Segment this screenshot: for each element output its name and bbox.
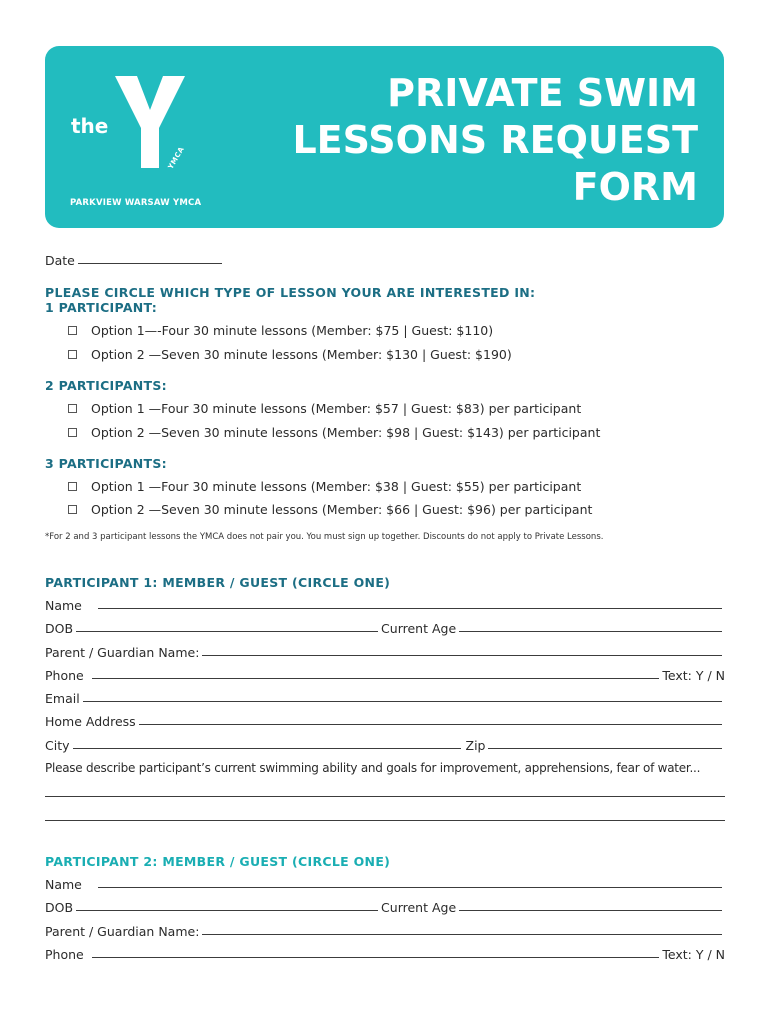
guardian-field[interactable] (202, 923, 722, 935)
group-heading-2: 2 PARTICIPANTS: (45, 378, 167, 393)
date-row (45, 253, 225, 268)
name-label: Name (45, 598, 82, 613)
guardian-row (45, 924, 725, 939)
form-title (292, 70, 698, 211)
zip-field[interactable] (488, 737, 722, 749)
participant-2-heading: PARTICIPANT 2: MEMBER / GUEST (CIRCLE ONE) (45, 854, 391, 869)
dob-field[interactable] (76, 899, 378, 911)
option-checkbox-row[interactable] (68, 425, 600, 440)
option-checkbox-row[interactable] (68, 347, 512, 362)
email-label: Email (45, 691, 80, 706)
option-checkbox-row[interactable] (68, 479, 581, 494)
current-age-label: Current Age (381, 621, 457, 636)
describe-line[interactable] (45, 820, 725, 821)
option-label: Option 2 —Seven 30 minute lessons (Member: $66 | Guest: $96) per participant (91, 502, 593, 517)
dob-row (45, 621, 725, 636)
guardian-row (45, 645, 725, 660)
text-yes-no[interactable]: Text: Y / N (662, 668, 725, 683)
option-label: Option 2 —Seven 30 minute lessons (Member: $98 | Guest: $143) per participant (91, 425, 601, 440)
name-field[interactable] (98, 597, 722, 609)
text-yes-no[interactable]: Text: Y / N (662, 947, 725, 962)
phone-field[interactable] (92, 667, 660, 679)
date-label: Date (45, 253, 75, 268)
guardian-label: Parent / Guardian Name: (45, 924, 200, 939)
pairing-note: *For 2 and 3 participant lessons the YMCA does not pair you. You must sign up together. Discounts do not apply to Private Lessons. (45, 532, 604, 542)
option-label: Option 2 —Seven 30 minute lessons (Member: $130 | Guest: $190) (91, 347, 512, 362)
checkbox[interactable] (68, 482, 77, 491)
email-row (45, 691, 725, 706)
checkbox[interactable] (68, 505, 77, 514)
group-heading-1: 1 PARTICIPANT: (45, 300, 157, 315)
title-line: FORM (572, 165, 698, 209)
ymca-logo (69, 76, 189, 186)
name-row (45, 598, 725, 613)
dob-row (45, 900, 725, 915)
title-line: PRIVATE SWIM (387, 71, 698, 115)
current-age-field[interactable] (459, 620, 722, 632)
name-row (45, 877, 725, 892)
name-field[interactable] (98, 876, 722, 888)
address-label: Home Address (45, 714, 136, 729)
date-field[interactable] (78, 252, 222, 264)
checkbox[interactable] (68, 326, 77, 335)
address-row (45, 714, 725, 729)
logo-the-text: the (71, 114, 109, 138)
checkbox[interactable] (68, 428, 77, 437)
lesson-instruction: PLEASE CIRCLE WHICH TYPE OF LESSON YOUR ARE INTERESTED IN: (45, 285, 536, 300)
title-line: LESSONS REQUEST (292, 118, 698, 162)
phone-field[interactable] (92, 946, 660, 958)
guardian-field[interactable] (202, 644, 722, 656)
describe-prompt: Please describe participant’s current swimming ability and goals for improvement, apprehensions, fear of water... (45, 761, 701, 775)
option-checkbox-row[interactable] (68, 502, 592, 517)
checkbox[interactable] (68, 350, 77, 359)
dob-label: DOB (45, 900, 74, 915)
city-row (45, 738, 725, 753)
option-checkbox-row[interactable] (68, 323, 493, 338)
dob-field[interactable] (76, 620, 378, 632)
phone-label: Phone (45, 947, 84, 962)
dob-label: DOB (45, 621, 74, 636)
email-field[interactable] (83, 690, 722, 702)
branch-name: PARKVIEW WARSAW YMCA (70, 198, 202, 208)
guardian-label: Parent / Guardian Name: (45, 645, 200, 660)
option-label: Option 1 —Four 30 minute lessons (Member: $57 | Guest: $83) per participant (91, 401, 582, 416)
group-heading-3: 3 PARTICIPANTS: (45, 456, 167, 471)
checkbox[interactable] (68, 404, 77, 413)
address-field[interactable] (139, 713, 722, 725)
current-age-field[interactable] (459, 899, 722, 911)
phone-row (45, 947, 725, 962)
phone-label: Phone (45, 668, 84, 683)
city-label: City (45, 738, 70, 753)
option-checkbox-row[interactable] (68, 401, 581, 416)
logo-ymca-text: YMCA (166, 145, 186, 171)
option-label: Option 1—-Four 30 minute lessons (Member: $75 | Guest: $110) (91, 323, 494, 338)
phone-row (45, 668, 725, 683)
header-banner (45, 46, 724, 228)
zip-label: Zip (465, 738, 486, 753)
option-label: Option 1 —Four 30 minute lessons (Member: $38 | Guest: $55) per participant (91, 479, 582, 494)
city-field[interactable] (73, 737, 461, 749)
participant-1-heading: PARTICIPANT 1: MEMBER / GUEST (CIRCLE ONE) (45, 575, 391, 590)
describe-line[interactable] (45, 796, 725, 797)
current-age-label: Current Age (381, 900, 457, 915)
name-label: Name (45, 877, 82, 892)
